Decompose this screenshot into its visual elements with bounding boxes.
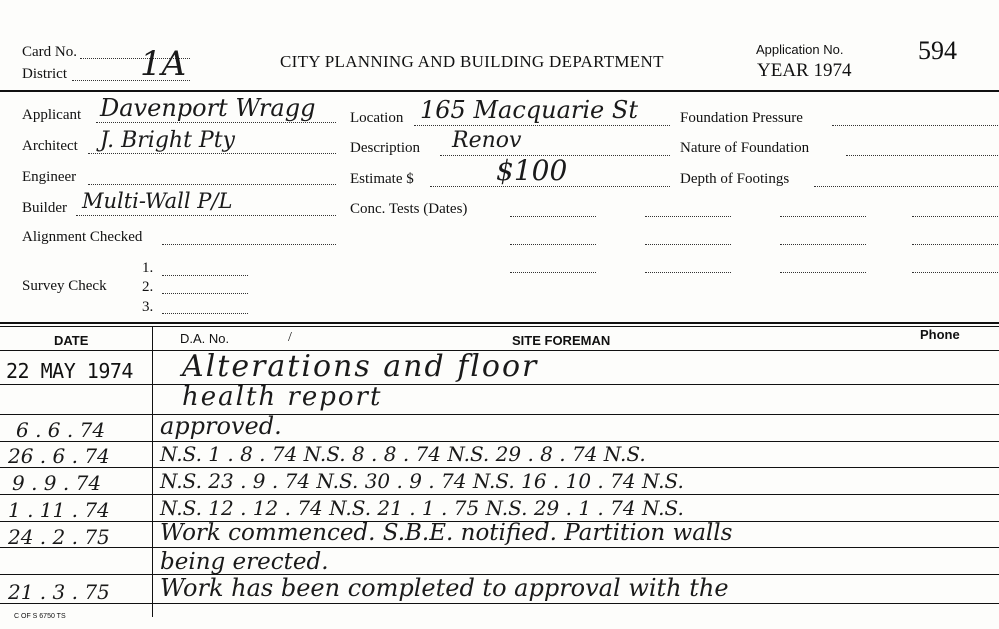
estimate-label: Estimate $: [350, 171, 414, 187]
depth-footings-label: Depth of Footings: [680, 171, 790, 187]
row-7-date: 24 . 2 . 75: [8, 525, 110, 549]
description-value: Renov: [452, 128, 522, 153]
nature-foundation-line: [846, 155, 998, 156]
row-5-entry: N.S. 23 . 9 . 74 N.S. 30 . 9 . 74 N.S. 16 . 10 . 74 N.S.: [160, 469, 684, 493]
applicant-line: [96, 122, 336, 123]
row-4-date: 26 . 6 . 74: [8, 444, 110, 468]
application-number: 594: [918, 36, 957, 65]
row-rule-7: [0, 547, 999, 548]
table-top-rule-inner: [0, 326, 999, 327]
row-rule-4: [0, 467, 999, 468]
row-rule-2: [0, 414, 999, 415]
district-label: District: [22, 66, 67, 82]
row-2-entry: health report: [182, 382, 383, 412]
survey-3-label: 3.: [142, 299, 154, 315]
conc-tests-line-2a: [510, 244, 596, 245]
department-title: CITY PLANNING AND BUILDING DEPARTMENT: [280, 52, 664, 71]
row-1-date: 22 MAY 1974: [6, 359, 133, 383]
survey-3-line: [162, 313, 248, 314]
year-label: YEAR 1974: [757, 60, 852, 81]
row-7-entry: Work commenced. S.B.E. notified. Partition walls: [160, 520, 733, 546]
conc-tests-line-1c: [780, 216, 866, 217]
builder-value: Multi-Wall P/L: [82, 189, 233, 213]
row-4-entry: N.S. 1 . 8 . 74 N.S. 8 . 8 . 74 N.S. 29 . 8 . 74 N.S.: [160, 442, 646, 466]
conc-tests-line-3d: [912, 272, 998, 273]
survey-check-label: Survey Check: [22, 278, 107, 294]
alignment-line: [162, 244, 336, 245]
row-rule-5: [0, 494, 999, 495]
location-label: Location: [350, 110, 404, 126]
applicant-label: Applicant: [22, 107, 82, 123]
survey-1-label: 1.: [142, 260, 154, 276]
architect-line: [88, 153, 336, 154]
conc-tests-line-2c: [780, 244, 866, 245]
top-rule: [0, 90, 999, 92]
da-value: /: [288, 330, 292, 345]
architect-value: J. Bright Pty: [100, 128, 235, 153]
alignment-label: Alignment Checked: [22, 229, 143, 245]
engineer-line: [88, 184, 336, 185]
estimate-value: $100: [496, 154, 568, 187]
row-8-entry: being erected.: [160, 549, 329, 575]
description-label: Description: [350, 140, 420, 156]
foundation-pressure-line: [832, 125, 998, 126]
survey-1-line: [162, 275, 248, 276]
conc-tests-line-3b: [645, 272, 731, 273]
row-rule-1: [0, 384, 999, 385]
conc-tests-label: Conc. Tests (Dates): [350, 201, 468, 217]
depth-footings-line: [814, 186, 998, 187]
row-6-date: 1 . 11 . 74: [8, 498, 110, 522]
applicant-value: Davenport Wragg: [100, 94, 316, 122]
card-no-value: 1A: [140, 44, 187, 84]
row-9-date: 21 . 3 . 75: [8, 580, 110, 604]
foreman-header: SITE FOREMAN: [512, 333, 611, 348]
application-no-label: Application No.: [756, 42, 844, 57]
form-code: C OF S 6750 TS: [14, 613, 66, 620]
row-9-entry: Work has been completed to approval with the: [160, 574, 729, 602]
row-5-date: 9 . 9 . 74: [12, 471, 102, 495]
row-1-entry: Alterations and floor: [182, 349, 539, 384]
nature-foundation-label: Nature of Foundation: [680, 140, 810, 156]
location-value: 165 Macquarie St: [420, 96, 638, 124]
conc-tests-line-1a: [510, 216, 596, 217]
builder-label: Builder: [22, 200, 67, 216]
da-header: D.A. No.: [180, 331, 230, 346]
district-line: [72, 80, 190, 81]
conc-tests-line-1b: [645, 216, 731, 217]
conc-tests-line-2b: [645, 244, 731, 245]
date-header: DATE: [54, 333, 89, 348]
row-3-entry: approved.: [160, 412, 282, 440]
foundation-pressure-label: Foundation Pressure: [680, 110, 803, 126]
card-no-label: Card No.: [22, 44, 77, 60]
survey-2-line: [162, 293, 248, 294]
conc-tests-line-1d: [912, 216, 998, 217]
row-rule-9: [0, 603, 999, 604]
survey-2-label: 2.: [142, 279, 154, 295]
location-line: [414, 125, 670, 126]
conc-tests-line-3c: [780, 272, 866, 273]
architect-label: Architect: [22, 138, 78, 154]
row-6-entry: N.S. 12 . 12 . 74 N.S. 21 . 1 . 75 N.S. 29 . 1 . 74 N.S.: [160, 496, 684, 520]
conc-tests-line-2d: [912, 244, 998, 245]
table-top-rule: [0, 322, 999, 324]
row-3-date: 6 . 6 . 74: [16, 418, 106, 442]
phone-header: Phone: [920, 327, 960, 342]
builder-line: [76, 215, 336, 216]
conc-tests-line-3a: [510, 272, 596, 273]
engineer-label: Engineer: [22, 169, 77, 185]
